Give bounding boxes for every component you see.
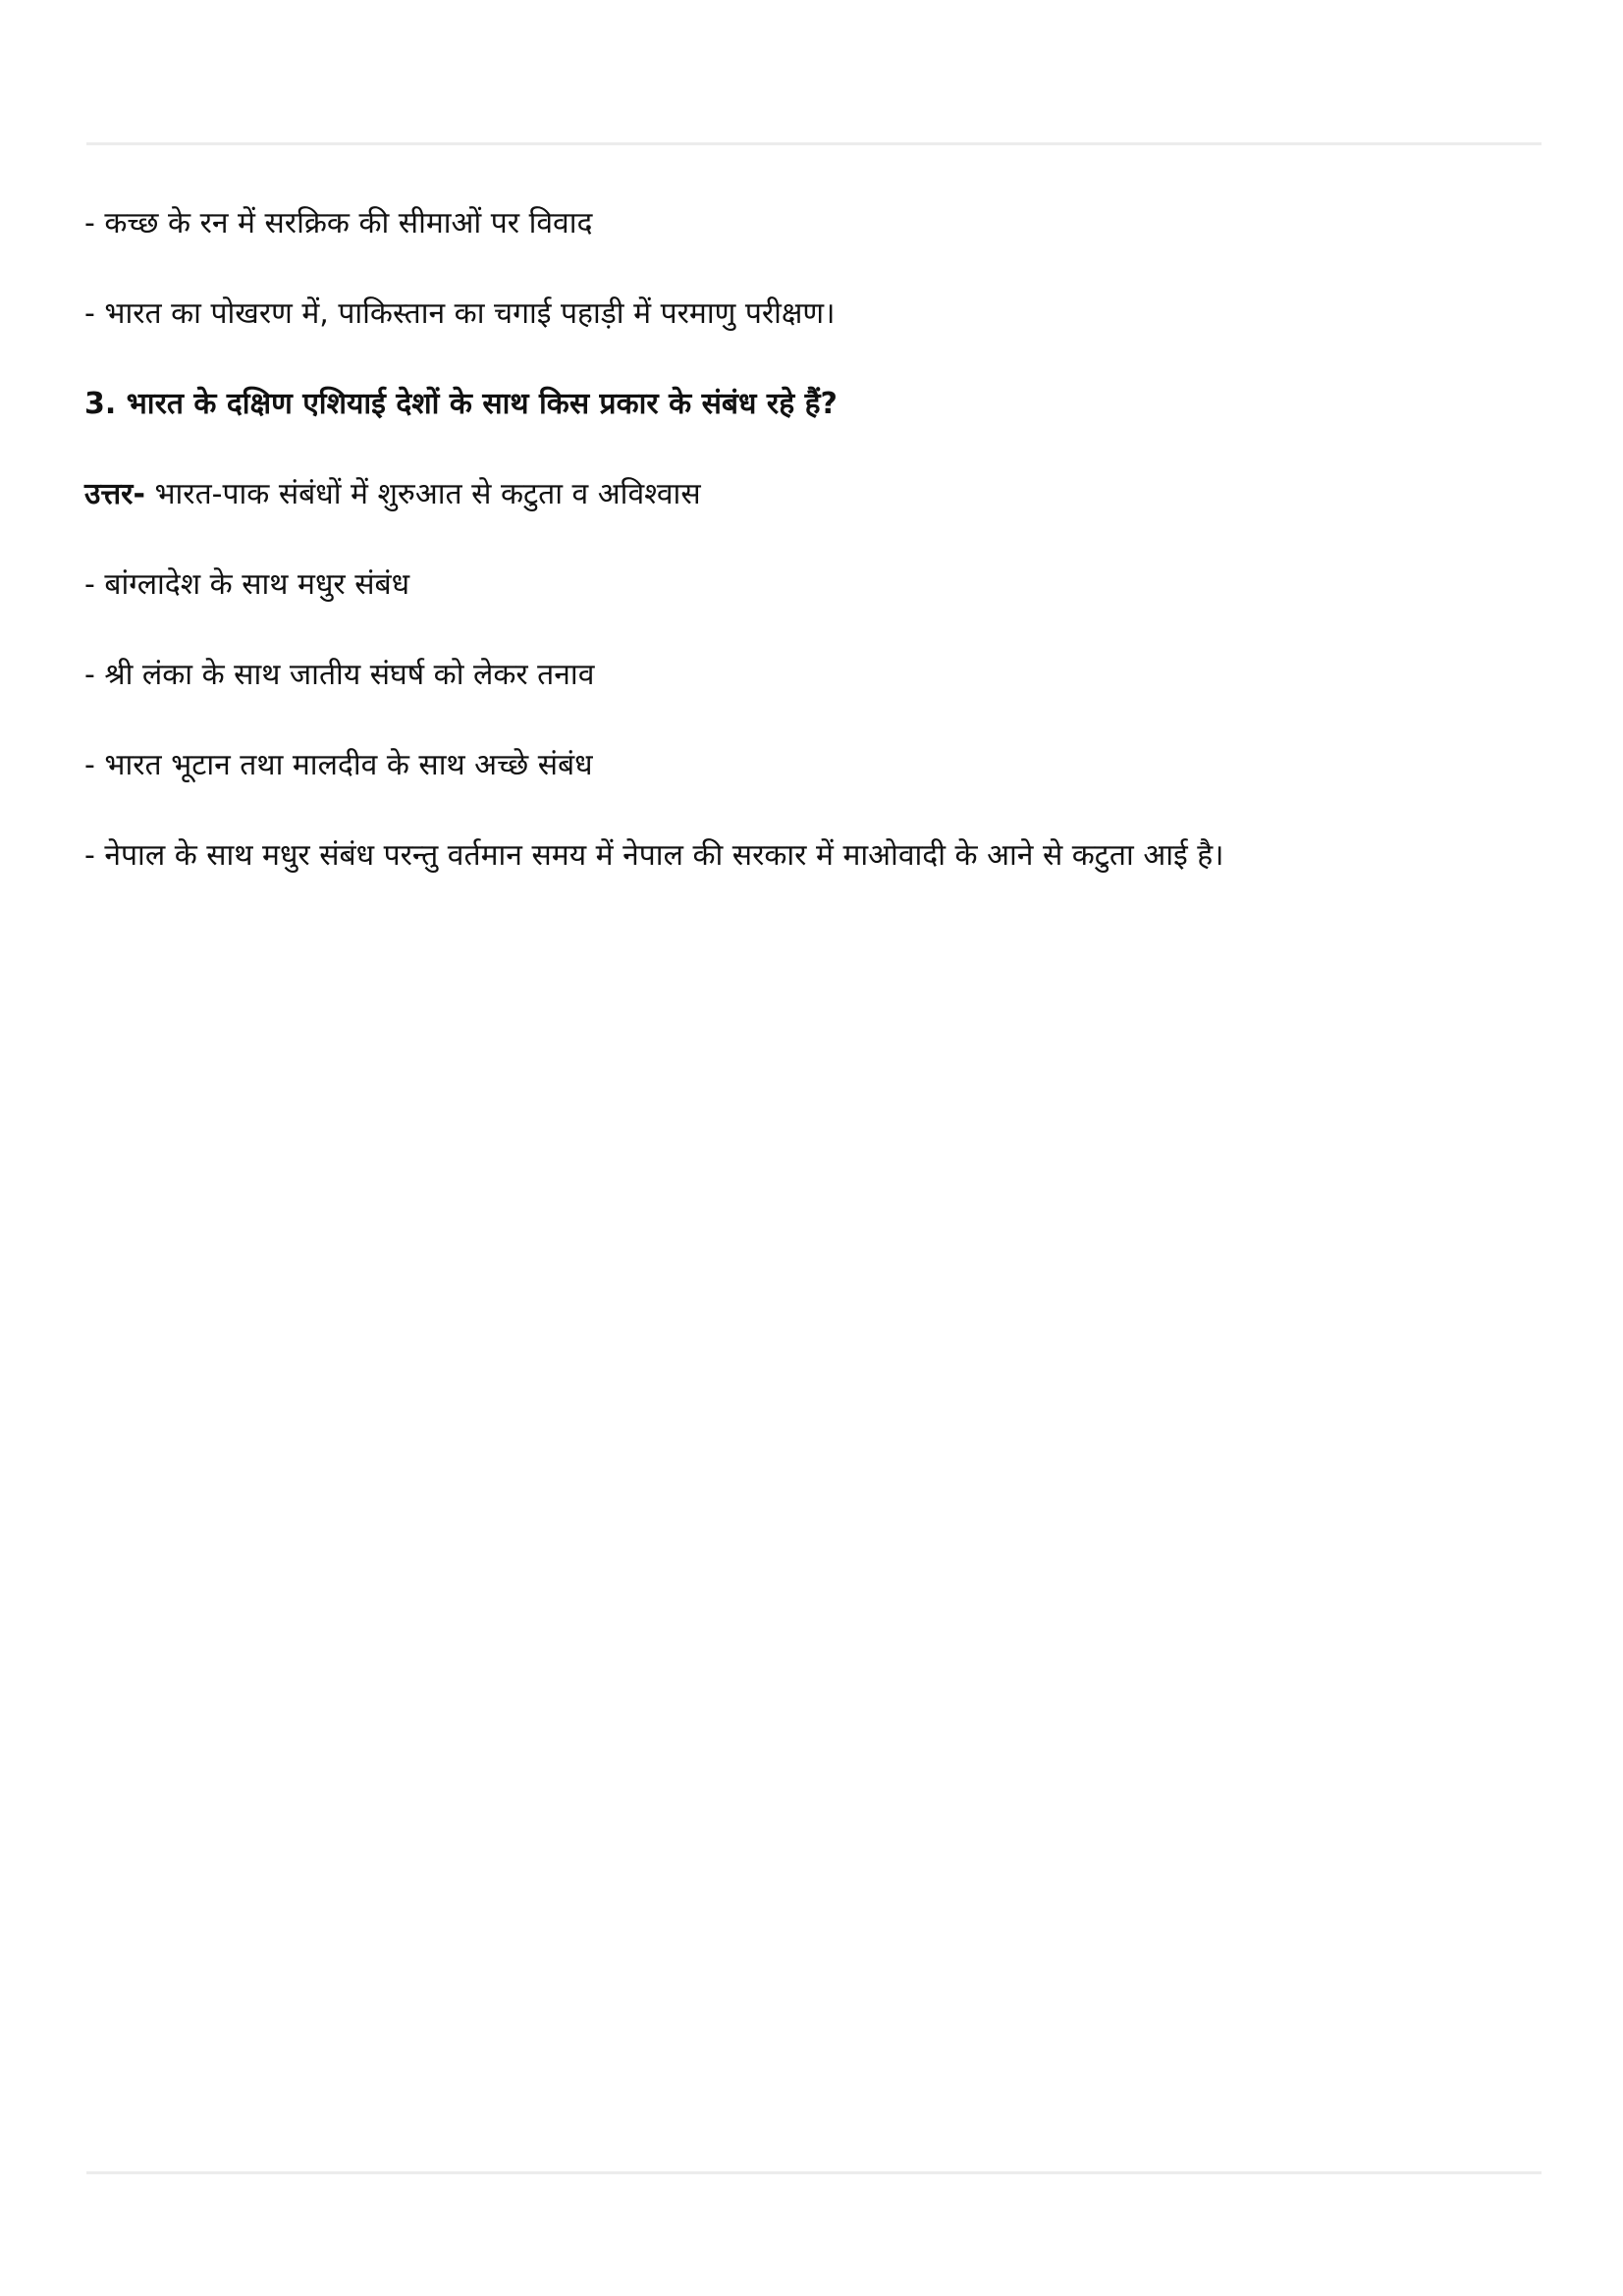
answer-text: भारत-पाक संबंधों में शुरुआत से कटुता व अविश्वास [144,477,701,511]
bullet-point: - नेपाल के साथ मधुर संबंध परन्तु वर्तमान समय में नेपाल की सरकार में माओवादी के आने से कटुता आई है। [84,838,1224,873]
top-divider [86,142,1542,145]
text-line: - कच्छ के रन में सरक्रिक की सीमाओं पर विवाद [84,206,593,240]
bullet-point: - बांग्लादेश के साथ मधुर संबंध [84,567,410,602]
bottom-divider [86,2171,1542,2174]
answer-label: उत्तर- [84,477,145,511]
answer-line [84,472,701,517]
text-line: - भारत का पोखरण में, पाकिस्तान का चगाई पहाड़ी में परमाणु परीक्षण। [84,296,836,331]
question-heading: 3. भारत के दक्षिण एशियाई देशों के साथ किस प्रकार के संबंध रहे हैं? [84,387,838,421]
bullet-point: - श्री लंका के साथ जातीय संघर्ष को लेकर तनाव [84,658,595,692]
bullet-point: - भारत भूटान तथा मालदीव के साथ अच्छे संबंध [84,748,593,782]
